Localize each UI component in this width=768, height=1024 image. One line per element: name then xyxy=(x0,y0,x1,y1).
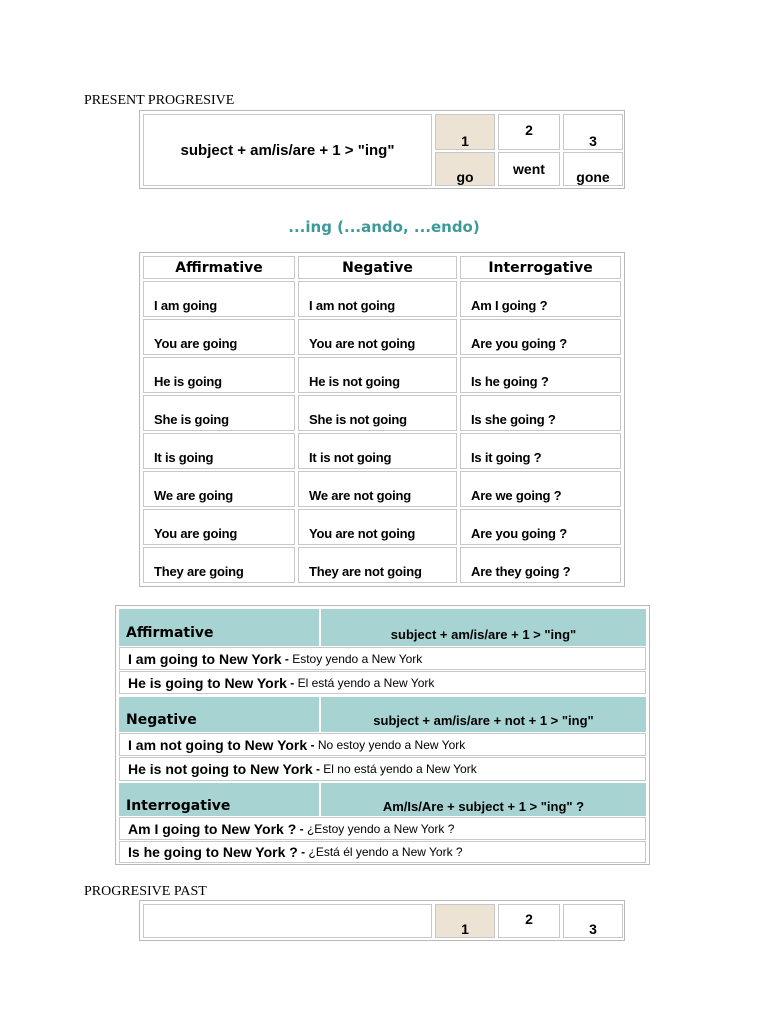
conjugation-header-negative: Negative xyxy=(298,256,457,279)
interrogative-label: Interrogative xyxy=(126,798,231,814)
formula-table xyxy=(139,110,625,189)
verb-form-go: go xyxy=(435,152,495,186)
conjugation-cell: Are we going ? xyxy=(460,471,621,507)
verb-form-gone: gone xyxy=(563,152,623,186)
conjugation-cell: It is not going xyxy=(298,433,457,469)
example-separator: - xyxy=(297,845,309,859)
conjugation-cell: You are not going xyxy=(298,319,457,355)
example-separator: - xyxy=(286,675,298,690)
example-english: He is going to New York xyxy=(128,674,287,691)
conjugation-cell: They are going xyxy=(143,547,295,583)
verb-form-header-1: 1 xyxy=(435,114,495,150)
conjugation-cell: You are going xyxy=(143,319,295,355)
example-separator: - xyxy=(281,651,293,666)
conjugation-cell: He is going xyxy=(143,357,295,393)
example-spanish: Estoy yendo a New York xyxy=(292,651,423,666)
negative-label: Negative xyxy=(126,712,197,728)
conjugation-cell: It is going xyxy=(143,433,295,469)
example-row xyxy=(119,671,646,694)
conjugation-cell: We are not going xyxy=(298,471,457,507)
example-row xyxy=(119,733,646,756)
example-english: Am I going to New York ? xyxy=(128,820,297,837)
example-spanish: El no está yendo a New York xyxy=(323,762,477,776)
conjugation-cell: Are they going ? xyxy=(460,547,621,583)
example-spanish: ¿Estoy yendo a New York ? xyxy=(306,821,455,836)
example-english: Is he going to New York ? xyxy=(128,844,298,860)
conjugation-cell: He is not going xyxy=(298,357,457,393)
example-separator: - xyxy=(312,762,324,776)
verb-form-header-3: 3 xyxy=(563,114,623,150)
conjugation-table xyxy=(139,252,625,587)
ing-title: ...ing (...ando, ...endo) xyxy=(288,218,480,236)
interrogative-formula: Am/Is/Are + subject + 1 > "ing" ? xyxy=(382,799,585,814)
past-verb-form-header-3: 3 xyxy=(563,904,623,938)
conjugation-cell: Is he going ? xyxy=(460,357,621,393)
affirmative-formula: subject + am/is/are + 1 > "ing" xyxy=(390,627,577,642)
example-english: He is not going to New York xyxy=(128,761,313,777)
verb-form-header-2: 2 xyxy=(498,114,560,150)
negative-formula: subject + am/is/are + not + 1 > "ing" xyxy=(373,713,594,728)
past-formula-table xyxy=(139,900,625,941)
conjugation-cell: I am going xyxy=(143,281,295,317)
verb-form-went: went xyxy=(498,152,560,186)
example-english: I am going to New York xyxy=(128,650,282,667)
example-english: I am not going to New York xyxy=(128,736,308,753)
conjugation-cell: Are you going ? xyxy=(460,509,621,545)
example-row xyxy=(119,841,646,863)
examples-table xyxy=(115,605,650,865)
past-verb-form-header-1: 1 xyxy=(435,904,495,938)
conjugation-cell: Are you going ? xyxy=(460,319,621,355)
affirmative-label: Affirmative xyxy=(126,625,214,641)
conjugation-cell: Am I going ? xyxy=(460,281,621,317)
example-spanish: No estoy yendo a New York xyxy=(317,737,466,752)
conjugation-cell: You are not going xyxy=(298,509,457,545)
conjugation-cell: She is not going xyxy=(298,395,457,431)
example-spanish: El está yendo a New York xyxy=(297,675,435,690)
conjugation-cell: They are not going xyxy=(298,547,457,583)
past-verb-form-header-2: 2 xyxy=(498,904,560,938)
formula-cell: subject + am/is/are + 1 > "ing" xyxy=(143,114,432,186)
past-formula-cell xyxy=(143,904,432,938)
conjugation-cell: Is she going ? xyxy=(460,395,621,431)
example-row xyxy=(119,647,646,670)
example-separator: - xyxy=(296,821,307,836)
section-title-progresive-past: PROGRESIVE PAST xyxy=(84,884,207,899)
conjugation-header-interrogative: Interrogative xyxy=(460,256,621,279)
conjugation-cell: We are going xyxy=(143,471,295,507)
example-row xyxy=(119,757,646,781)
example-separator: - xyxy=(307,737,318,752)
conjugation-cell: You are going xyxy=(143,509,295,545)
section-title-present-progresive: PRESENT PROGRESIVE xyxy=(84,93,235,108)
conjugation-header-affirmative: Affirmative xyxy=(143,256,295,279)
example-row xyxy=(119,817,646,840)
example-spanish: ¿Está él yendo a New York ? xyxy=(308,845,463,859)
conjugation-cell: I am not going xyxy=(298,281,457,317)
conjugation-cell: She is going xyxy=(143,395,295,431)
conjugation-cell: Is it going ? xyxy=(460,433,621,469)
